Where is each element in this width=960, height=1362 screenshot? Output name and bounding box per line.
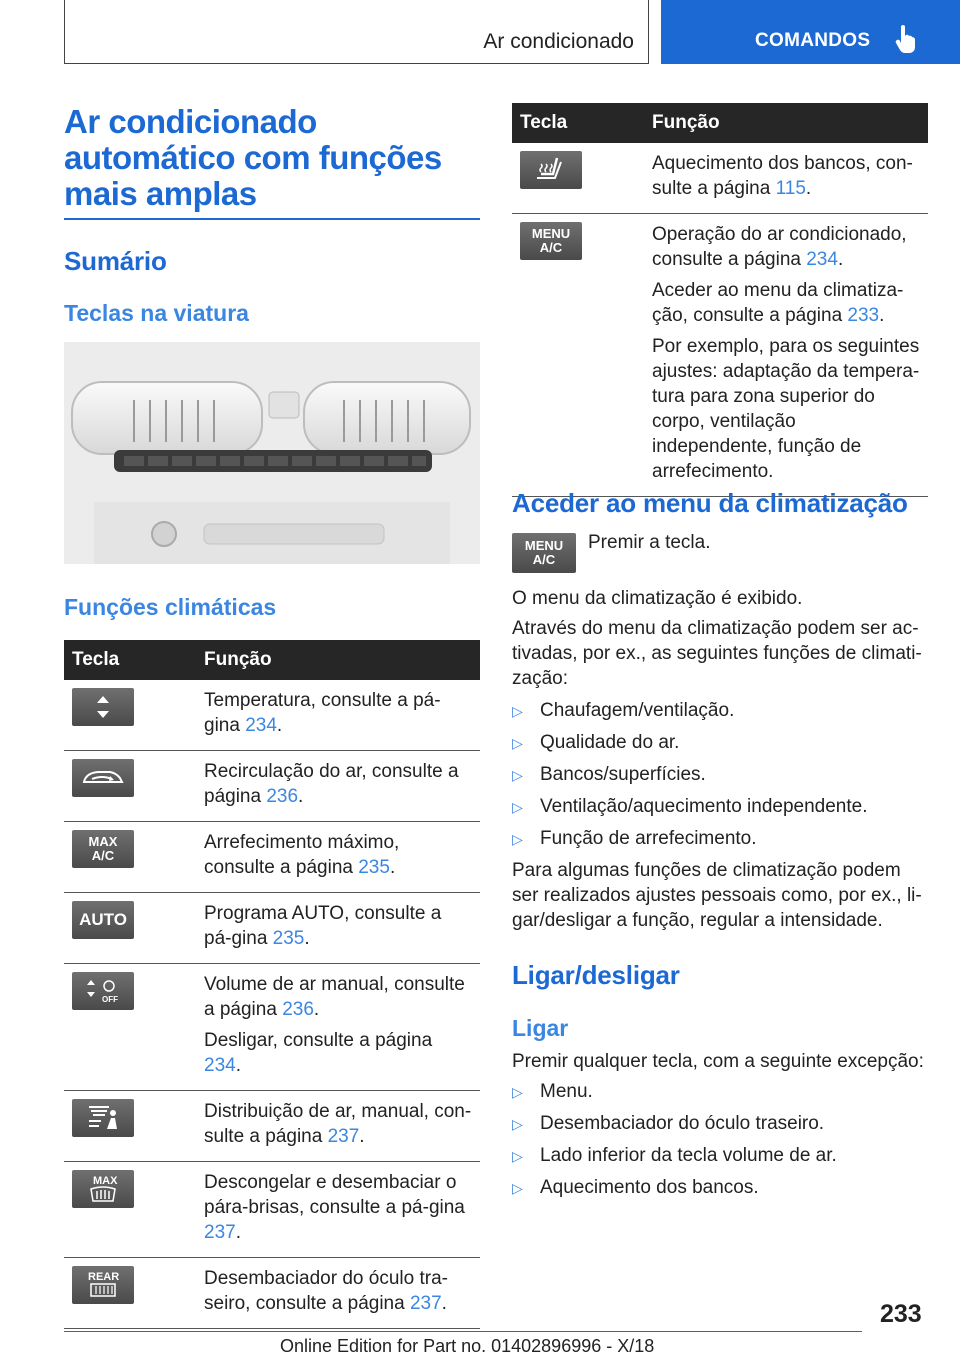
- table-row: [64, 964, 480, 1091]
- table-row: [64, 680, 480, 751]
- list-item: [512, 764, 706, 786]
- climate-panel-illustration: [64, 342, 480, 564]
- list-item: [512, 1081, 593, 1103]
- page-reference-link[interactable]: 115: [775, 178, 806, 199]
- list-item-text: Ventilação/aquecimento independente.: [540, 796, 868, 817]
- function-cell: [196, 822, 480, 893]
- header-chapter-title: COMANDOS: [755, 30, 871, 51]
- list-item-text: Qualidade do ar.: [540, 732, 680, 753]
- function-cell: [196, 751, 480, 822]
- col-function-header: Função: [196, 640, 480, 680]
- key-cell: [64, 893, 196, 964]
- triangle-bullet-icon: ▷: [512, 735, 523, 751]
- function-description: Programa AUTO, consulte a pá-gina 235.: [204, 903, 442, 949]
- page-reference-link[interactable]: 237: [409, 1293, 442, 1314]
- seat-heating-icon: [520, 151, 582, 189]
- list-item-text: Lado inferior da tecla volume de ar.: [540, 1145, 837, 1166]
- table-row: [512, 214, 928, 497]
- function-cell: [644, 214, 928, 497]
- key-cell: [64, 822, 196, 893]
- function-description: Temperatura, consulte a pá-gina 234.: [204, 690, 441, 736]
- function-cell: [644, 143, 928, 214]
- list-item: [512, 796, 867, 818]
- function-description: Por exemplo, para os seguintes ajustes: adaptação da tempera-tura para zona superior do corpo, ventilação independente, função de arrefecimento.: [652, 336, 920, 482]
- pointing-hand-icon: [895, 24, 917, 54]
- function-description: Desembaciador do óculo tra-seiro, consulte a página 237.: [204, 1268, 448, 1314]
- page-reference-link[interactable]: 237: [327, 1126, 360, 1147]
- personal-settings-text: Para algumas funções de climatização podem ser realizados ajustes pessoais como, por ex., li-gar/desligar a função, regular a intensidade.: [512, 860, 922, 931]
- menu-functions-intro: Através do menu da climatização podem ser ac-tivadas, por ex., as seguintes funções de climati-zação:: [512, 618, 922, 689]
- key-cell: [64, 680, 196, 751]
- menu-ac-key-label: MENU A/C: [524, 538, 564, 567]
- dashboard-photo: [64, 342, 480, 564]
- table-header-row: [512, 103, 928, 143]
- key-cell: [512, 143, 644, 214]
- function-description: Aquecimento dos bancos, con-sulte a página 115.: [652, 153, 913, 199]
- page-reference-link[interactable]: 233: [847, 305, 880, 326]
- functions-heading: Funções climáticas: [64, 594, 277, 620]
- triangle-bullet-icon: ▷: [512, 799, 523, 815]
- col-key-header: Tecla: [512, 103, 644, 143]
- page-reference-link[interactable]: 234: [204, 1055, 236, 1076]
- list-item: [512, 732, 679, 754]
- page-title: Ar condicionado automático com funções mais amplas: [64, 103, 442, 212]
- table-row: [64, 822, 480, 893]
- table-row: [64, 1091, 480, 1162]
- menu-displayed-text: O menu da climatização é exibido.: [512, 588, 803, 609]
- page-number: 233: [880, 1300, 922, 1328]
- function-cell: [196, 680, 480, 751]
- triangle-bullet-icon: ▷: [512, 767, 523, 783]
- key-cell: [64, 1091, 196, 1162]
- function-cell: [196, 1091, 480, 1162]
- function-description: Distribuição de ar, manual, con-sulte a página 237.: [204, 1101, 472, 1147]
- temperature-arrows-icon: [72, 688, 134, 726]
- menu-ac-icon: [520, 222, 582, 260]
- climate-functions-table-left: [64, 640, 480, 1329]
- page-reference-link[interactable]: 234: [245, 715, 277, 736]
- list-item-text: Menu.: [540, 1081, 593, 1102]
- function-description: Volume de ar manual, consulte a página 236.: [204, 974, 465, 1020]
- function-cell: [196, 964, 480, 1091]
- page-reference-link[interactable]: 236: [266, 786, 299, 807]
- function-description: Arrefecimento máximo, consulte a página 235.: [204, 832, 400, 878]
- table-row: [64, 893, 480, 964]
- air-distribution-icon: [72, 1099, 134, 1137]
- triangle-bullet-icon: ▷: [512, 1180, 523, 1196]
- function-description: Aceder ao menu da climatiza-ção, consulte a página 233.: [652, 280, 904, 326]
- header-section-box: [64, 0, 649, 64]
- summary-heading: Sumário: [64, 246, 167, 276]
- list-item: [512, 1113, 824, 1135]
- function-description: Descongelar e desembaciar o pára-brisas, consulte a pá-gina 237.: [204, 1172, 465, 1243]
- table-row: [64, 1258, 480, 1329]
- list-item-text: Função de arrefecimento.: [540, 828, 757, 849]
- recirculation-icon: [72, 759, 134, 797]
- svg-text:MAX: MAX: [93, 1175, 118, 1187]
- triangle-bullet-icon: ▷: [512, 1084, 523, 1100]
- col-function-header: Função: [644, 103, 928, 143]
- page-reference-link[interactable]: 234: [806, 249, 838, 270]
- list-item-text: Chaufagem/ventilação.: [540, 700, 735, 721]
- press-key-text: Premir a tecla.: [588, 532, 711, 553]
- triangle-bullet-icon: ▷: [512, 831, 523, 847]
- key-cell: [64, 1162, 196, 1258]
- climate-functions-table-right: [512, 103, 928, 497]
- footer-rule: [64, 1331, 862, 1332]
- triangle-bullet-icon: ▷: [512, 1148, 523, 1164]
- function-description: Recirculação do ar, consulte a página 236.: [204, 761, 459, 807]
- page-reference-link[interactable]: 235: [358, 857, 390, 878]
- page-reference-link[interactable]: 235: [272, 928, 305, 949]
- list-item-text: Bancos/superfícies.: [540, 764, 706, 785]
- list-item: [512, 700, 734, 722]
- auto-icon: [72, 901, 134, 939]
- list-item: [512, 1145, 837, 1167]
- list-item-text: Aquecimento dos bancos.: [540, 1177, 759, 1198]
- function-description: Desligar, consulte a página 234.: [204, 1030, 433, 1076]
- onoff-heading: Ligar/desligar: [512, 960, 680, 990]
- key-cell: [64, 751, 196, 822]
- list-item: [512, 1177, 759, 1199]
- menu-ac-key-icon: [512, 533, 576, 573]
- table-row: [64, 751, 480, 822]
- triangle-bullet-icon: ▷: [512, 703, 523, 719]
- page-reference-link[interactable]: 237: [204, 1222, 236, 1243]
- triangle-bullet-icon: ▷: [512, 1116, 523, 1132]
- footer-edition: Online Edition for Part no. 01402896996 - X/18: [280, 1336, 655, 1356]
- title-rule: [64, 218, 480, 220]
- function-cell: [196, 893, 480, 964]
- header-section-title: Ar condicionado: [483, 30, 634, 53]
- switch-on-heading: Ligar: [512, 1015, 569, 1041]
- max-ac-icon: [72, 830, 134, 868]
- header-chapter-tab[interactable]: [661, 0, 960, 64]
- key-label: MAX A/C: [88, 834, 118, 863]
- switch-on-text: Premir qualquer tecla, com a seguinte excepção:: [512, 1051, 924, 1072]
- table-header-row: [64, 640, 480, 680]
- function-cell: [196, 1162, 480, 1258]
- table-row: [512, 143, 928, 214]
- key-cell: [64, 1258, 196, 1329]
- keys-heading: Teclas na viatura: [64, 300, 249, 326]
- fan-volume-icon: [72, 972, 134, 1010]
- function-description: Operação do ar condicionado, consulte a página 234.: [652, 224, 907, 270]
- max-defrost-icon: [72, 1170, 134, 1208]
- key-cell: [512, 214, 644, 497]
- function-cell: [196, 1258, 480, 1329]
- table-row: [64, 1162, 480, 1258]
- svg-text:REAR: REAR: [88, 1271, 120, 1283]
- col-key-header: Tecla: [64, 640, 196, 680]
- list-item: [512, 828, 757, 850]
- key-cell: [64, 964, 196, 1091]
- page-reference-link[interactable]: 236: [282, 999, 314, 1020]
- svg-text:OFF: OFF: [102, 995, 118, 1004]
- rear-defrost-icon: [72, 1266, 134, 1304]
- list-item-text: Desembaciador do óculo traseiro.: [540, 1113, 825, 1134]
- key-label: AUTO: [79, 910, 127, 929]
- key-label: MENU A/C: [531, 226, 571, 255]
- menu-heading: Aceder ao menu da climatização: [512, 488, 908, 518]
